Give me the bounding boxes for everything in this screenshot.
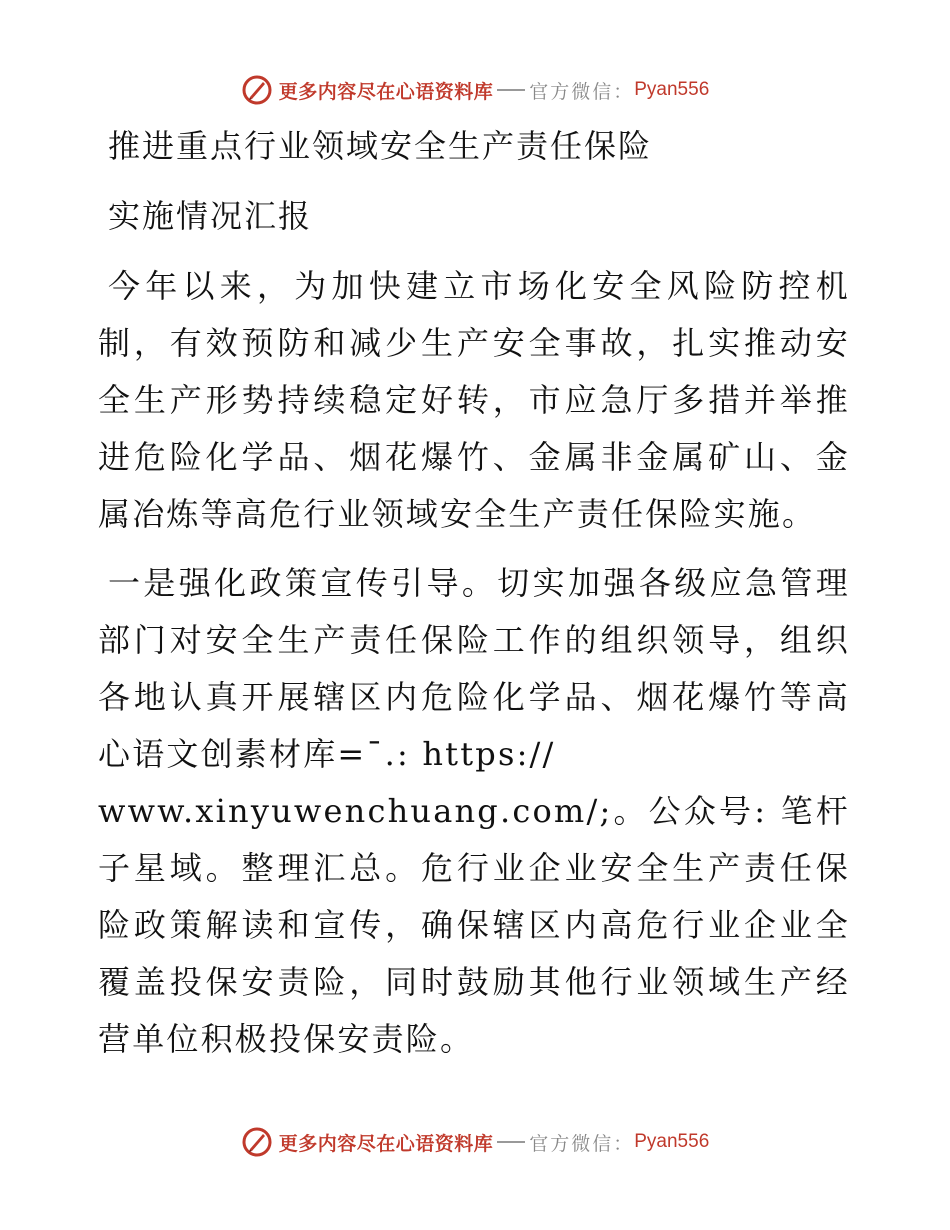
- quill-logo-icon: [241, 1126, 273, 1158]
- watermark-id: Pyan556: [634, 1131, 710, 1152]
- watermark-text: 更多内容尽在心语资料库: [278, 80, 494, 103]
- doc-title-line-1: 推进重点行业领域安全生产责任保险: [108, 127, 653, 165]
- watermark-dash: [497, 89, 525, 91]
- paragraph-policy-1: 一是强化政策宣传引导。切实加强各级应急管理部门对安全生产责任保险工作的组织领导，组织各地认真开展辖区内危险化学品、烟花爆竹等高心语文创素材库=¯.: https://: [98, 564, 850, 773]
- header-watermark: [0, 70, 950, 110]
- footer-watermark: [0, 1122, 950, 1162]
- watermark-text: 更多内容尽在心语资料库: [278, 1132, 494, 1155]
- doc-title-line-2: 实施情况汇报: [108, 197, 313, 235]
- watermark-dash: [497, 1141, 525, 1143]
- watermark-label: 官方微信：: [529, 80, 635, 103]
- quill-logo-icon: [241, 74, 273, 106]
- paragraph-intro: 今年以来，为加快建立市场化安全风险防控机制，有效预防和减少生产安全事故，扎实推动安全生产形势持续稳定好转，市应急厅多措并举推进危险化学品、烟花爆竹、金属非金属矿山、金属冶炼等高危行业领域安全生产责任保险实施。: [98, 267, 850, 533]
- watermark-id: Pyan556: [634, 79, 710, 100]
- paragraph-policy-2: www.xinyuwenchuang.com/;。公众号: 笔杆子星域。整理汇总。危行业企业安全生产责任保险政策解读和宣传，确保辖区内高危行业企业全覆盖投保安责险，同时鼓励其他行业领域生产经营单位积极投保安责险。: [98, 792, 850, 1058]
- document-body: [98, 118, 850, 1080]
- watermark-label: 官方微信：: [529, 1132, 635, 1155]
